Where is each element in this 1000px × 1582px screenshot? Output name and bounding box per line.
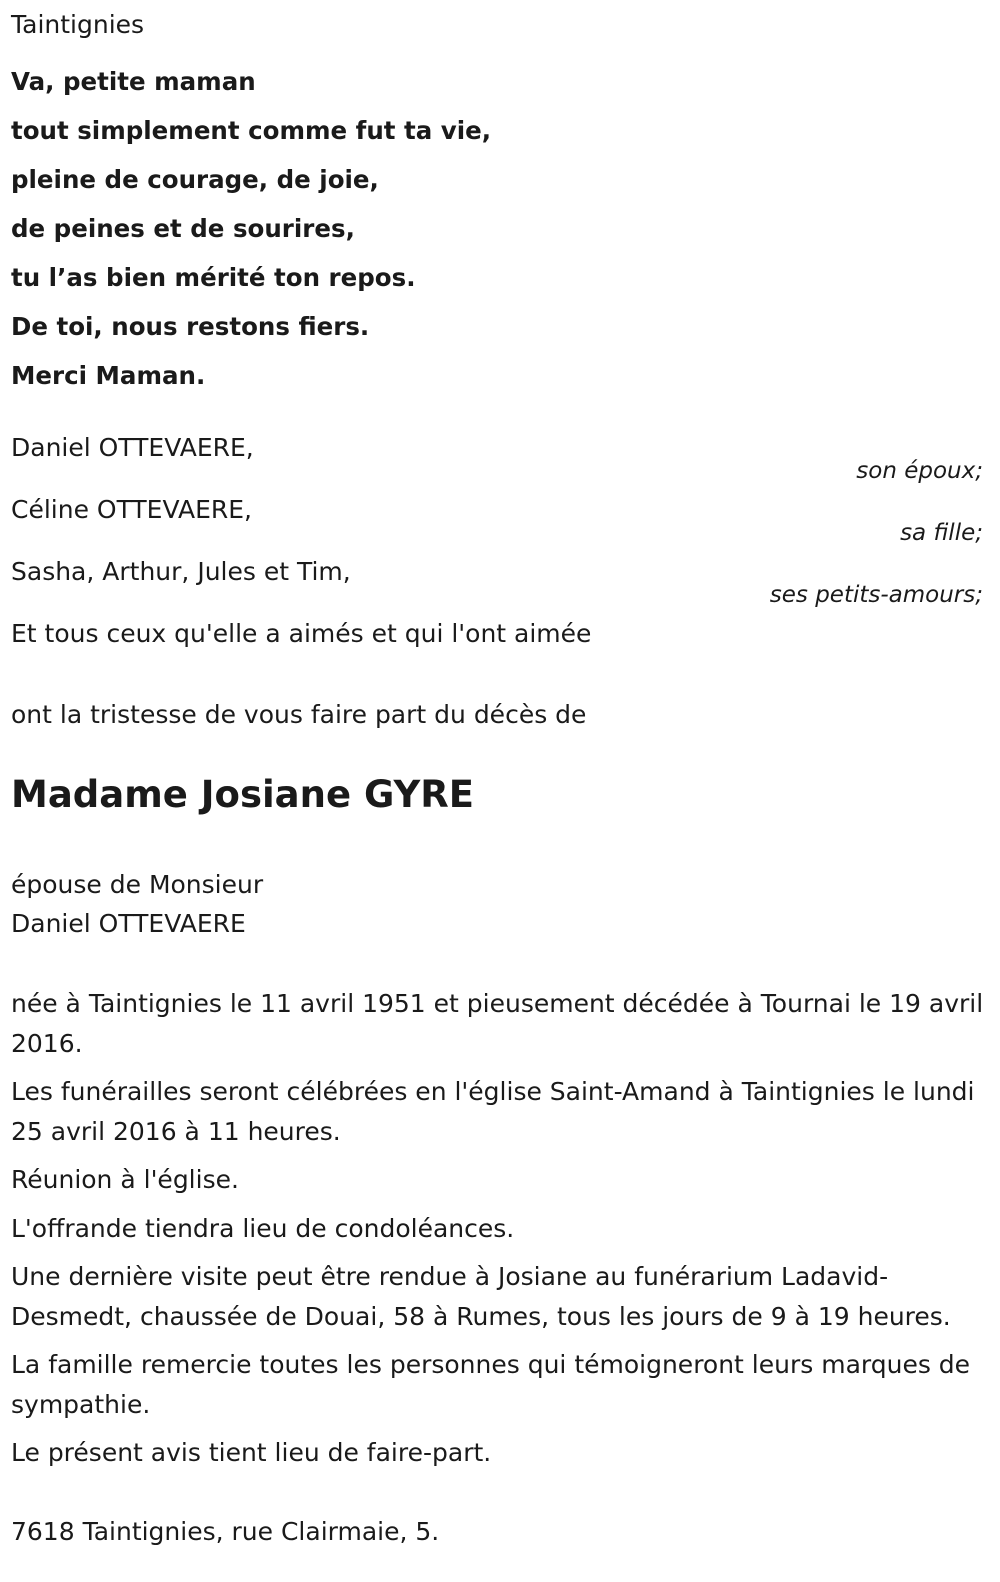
poem-line: tout simplement comme fut ta vie, — [11, 116, 492, 145]
family-list — [11, 432, 983, 650]
spouse-info — [11, 865, 263, 943]
others-line: Et tous ceux qu'elle a aimés et qui l'ont aimée — [11, 619, 592, 648]
family-member-relation: ses petits-amours; — [769, 582, 983, 608]
family-address: 7618 Taintignies, rue Clairmaie, 5. — [11, 1517, 440, 1546]
family-member-name: Daniel OTTEVAERE, — [11, 433, 254, 462]
family-member-daughter — [11, 494, 983, 556]
thanks-paragraph: La famille remercie toutes les personnes qui témoigneront leurs marques de sympathie. — [11, 1350, 971, 1419]
funeral-paragraph: Les funérailles seront célébrées en l'église Saint-Amand à Taintignies le lundi 25 avril 2016 à 11 heures. — [11, 1077, 975, 1146]
family-member-spouse — [11, 432, 983, 494]
birth-death-paragraph: née à Taintignies le 11 avril 1951 et pieusement décédée à Tournai le 19 avril 2016. — [11, 989, 984, 1058]
spouse-line: épouse de Monsieur — [11, 870, 264, 899]
poem-line: de peines et de sourires, — [11, 214, 355, 243]
meeting-paragraph: Réunion à l'église. — [11, 1165, 239, 1194]
spouse-name: Daniel OTTEVAERE — [11, 909, 246, 938]
poem — [11, 57, 491, 400]
family-member-name: Céline OTTEVAERE, — [11, 495, 252, 524]
offering-paragraph: L'offrande tiendra lieu de condoléances. — [11, 1213, 515, 1243]
visit-paragraph: Une dernière visite peut être rendue à Josiane au funérarium Ladavid-Desmedt, chaussée de Douai, 58 à Rumes, tous les jours de 9 à 19 heures. — [11, 1262, 951, 1331]
poem-line: De toi, nous restons fiers. — [11, 312, 370, 341]
family-member-grandchildren — [11, 556, 983, 618]
poem-line: pleine de courage, de joie, — [11, 165, 379, 194]
announcement-text: ont la tristesse de vous faire part du décès de — [11, 700, 587, 729]
deceased-name: Madame Josiane GYRE — [11, 773, 475, 816]
funeral-details — [11, 984, 986, 1482]
poem-line: Va, petite maman — [11, 67, 256, 96]
town-heading: Taintignies — [11, 10, 145, 39]
family-member-relation: son époux; — [856, 458, 983, 484]
family-member-relation: sa fille; — [900, 520, 983, 546]
family-member-name: Sasha, Arthur, Jules et Tim, — [11, 557, 351, 586]
poem-line: tu l’as bien mérité ton repos. — [11, 263, 416, 292]
notice-paragraph: Le présent avis tient lieu de faire-part. — [11, 1438, 492, 1467]
poem-line: Merci Maman. — [11, 361, 206, 390]
